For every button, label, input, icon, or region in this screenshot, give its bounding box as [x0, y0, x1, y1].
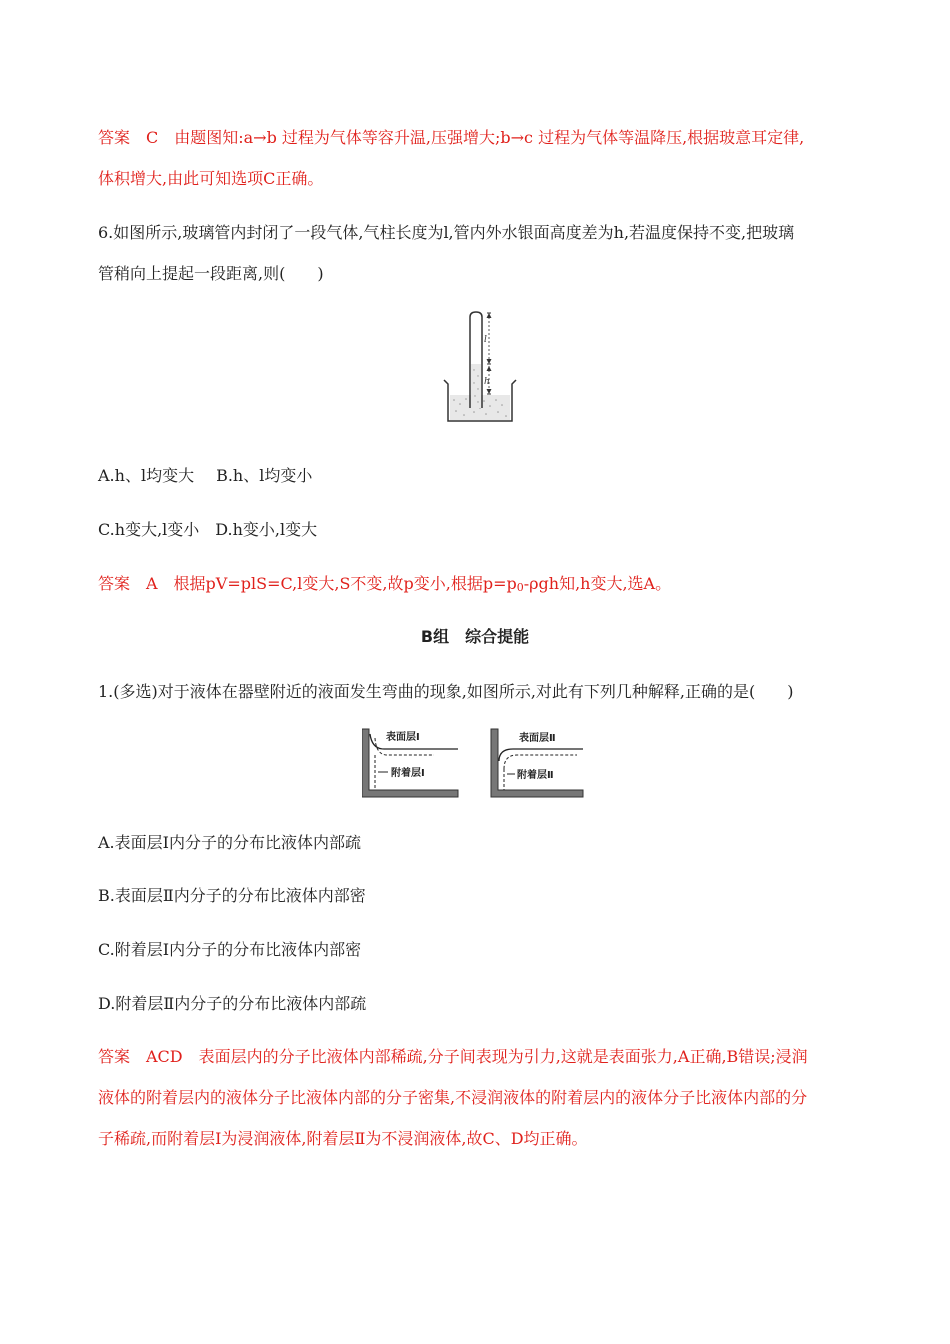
- q6-stem-line-2: 管稍向上提起一段距离,则( ): [98, 264, 324, 283]
- b1-option-b[interactable]: B.表面层Ⅱ内分子的分布比液体内部密: [98, 886, 366, 905]
- b1-option-d[interactable]: D.附着层Ⅱ内分子的分布比液体内部疏: [98, 994, 367, 1013]
- label-attach-1: 附着层Ⅰ: [391, 768, 425, 779]
- label-h: h: [484, 377, 490, 387]
- q6-stem-line-1: 6.如图所示,玻璃管内封闭了一段气体,气柱长度为l,管内外水银面高度差为h,若温度保持不变,把玻璃: [98, 223, 795, 242]
- b1-option-c[interactable]: C.附着层Ⅰ内分子的分布比液体内部密: [98, 940, 362, 959]
- q5-answer-line-2: 体积增大,由此可知选项C正确。: [98, 169, 324, 188]
- section-title: B组 综合提能: [420, 627, 530, 646]
- q6-option-a[interactable]: A.h、l均变大: [98, 466, 195, 485]
- attach-layer-2: [504, 755, 577, 769]
- q6-option-c[interactable]: C.h变大,l变小: [98, 520, 200, 539]
- b1-figure-nonwetting: [489, 727, 585, 799]
- b1-stem: 1.(多选)对于液体在器壁附近的液面发生弯曲的现象,如图所示,对此有下列几种解释,正确的是( ): [98, 682, 794, 701]
- b1-figure-wetting: [362, 727, 460, 799]
- b1-option-a[interactable]: A.表面层Ⅰ内分子的分布比液体内部疏: [98, 833, 361, 852]
- q6-options-row-1: [98, 465, 854, 487]
- q6-option-d[interactable]: D.h变小,l变大: [215, 520, 318, 539]
- q6-tube-figure: [440, 308, 520, 428]
- q6-option-b[interactable]: B.h、l均变小: [216, 466, 313, 485]
- q6-options-row-2: [98, 519, 854, 541]
- label-surface-2: 表面层Ⅱ: [519, 733, 556, 744]
- b1-answer-line-3: 子稀疏,而附着层Ⅰ为浸润液体,附着层Ⅱ为不浸润液体,故C、D均正确。: [98, 1129, 588, 1148]
- q6-answer: 答案 A 根据pV=plS=C,l变大,S不变,故p变小,根据p=p0-ρgh知,h变大,选A。: [98, 574, 672, 594]
- label-attach-2: 附着层Ⅱ: [517, 770, 554, 781]
- q5-answer-line-1: 答案 C 由题图知:a→b 过程为气体等容升温,压强增大;b→c 过程为气体等温降压,根据玻意耳定律,: [98, 128, 805, 147]
- label-surface-1: 表面层Ⅰ: [386, 732, 420, 743]
- tube-mercury: [471, 364, 481, 408]
- label-l: l: [484, 335, 487, 345]
- b1-answer-line-2: 液体的附着层内的液体分子比液体内部的分子密集,不浸润液体的附着层内的液体分子比液体内部的分: [98, 1088, 808, 1107]
- b1-answer-line-1: 答案 ACD 表面层内的分子比液体内部稀疏,分子间表现为引力,这就是表面张力,A正确,B错误;浸润: [98, 1047, 808, 1066]
